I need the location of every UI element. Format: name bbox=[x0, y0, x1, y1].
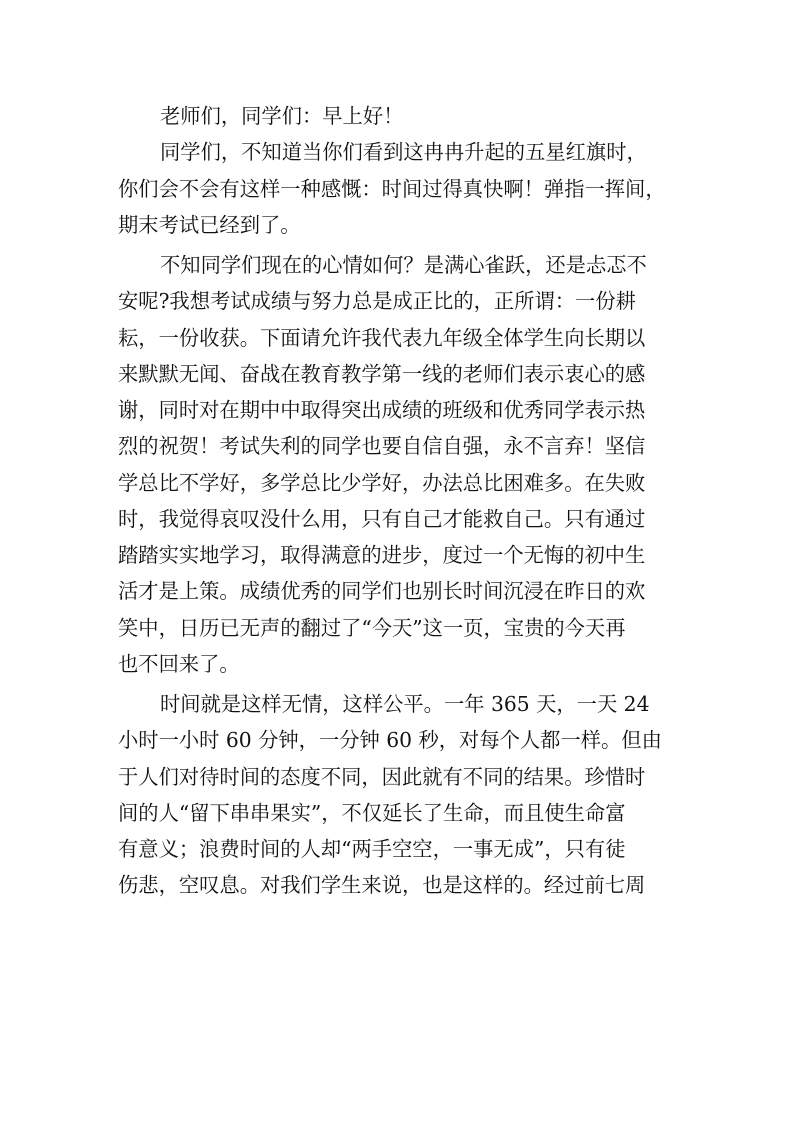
paragraph-line: 小时一小时 60 分钟，一分钟 60 秒，对每个人都一样。但由 bbox=[118, 728, 662, 753]
paragraph-line: 间的人“留下串串果实”，不仅延长了生命，而且使生命富 bbox=[118, 800, 626, 825]
paragraph-line: 也不回来了。 bbox=[118, 651, 240, 676]
paragraph-line: 你们会不会有这样一种感慨：时间过得真快啊！弹指一挥间， bbox=[118, 176, 666, 201]
paragraph-line: 学总比不学好，多学总比少学好，办法总比困难多。在失败 bbox=[118, 470, 646, 495]
paragraph-line: 时间就是这样无情，这样公平。一年 365 天，一天 24 bbox=[160, 692, 650, 716]
greeting-line: 老师们，同学们：早上好！ bbox=[160, 104, 404, 128]
paragraph-line: 笑中，日历已无声的翻过了“今天”这一页，宝贵的今天再 bbox=[118, 615, 626, 640]
speech-text bbox=[118, 98, 678, 904]
paragraph-line: 踏踏实实地学习，取得满意的进步，度过一个无悔的初中生 bbox=[118, 543, 646, 567]
paragraph-line: 不知同学们现在的心情如何？是满心雀跃，还是忐忑不 bbox=[160, 253, 647, 277]
paragraph-line: 于人们对待时间的态度不同，因此就有不同的结果。珍惜时 bbox=[118, 764, 646, 789]
paragraph-line: 有意义；浪费时间的人却“两手空空，一事无成”，只有徒 bbox=[118, 837, 626, 861]
paragraph-line: 同学们，不知道当你们看到这冉冉升起的五星红旗时， bbox=[160, 140, 647, 165]
paragraph-line: 安呢?我想考试成绩与努力总是成正比的，正所谓：一份耕 bbox=[118, 289, 636, 314]
paragraph-line: 活才是上策。成绩优秀的同学们也别长时间沉浸在昨日的欢 bbox=[118, 579, 646, 604]
paragraph-line: 烈的祝贺！考试失利的同学也要自信自强，永不言弃！坚信 bbox=[118, 434, 646, 459]
paragraph-line: 时，我觉得哀叹没什么用，只有自己才能救自己。只有通过 bbox=[118, 506, 646, 531]
paragraph-line: 谢，同时对在期中中取得突出成绩的班级和优秀同学表示热 bbox=[118, 398, 646, 422]
paragraph-line: 期末考试已经到了。 bbox=[118, 212, 301, 237]
paragraph-line: 伤悲，空叹息。对我们学生来说，也是这样的。经过前七周 bbox=[118, 873, 646, 898]
paragraph-line: 来默默无闻、奋战在教育教学第一线的老师们表示衷心的感 bbox=[118, 361, 646, 386]
paragraph-line: 耘，一份收获。下面请允许我代表九年级全体学生向长期以 bbox=[118, 325, 646, 350]
